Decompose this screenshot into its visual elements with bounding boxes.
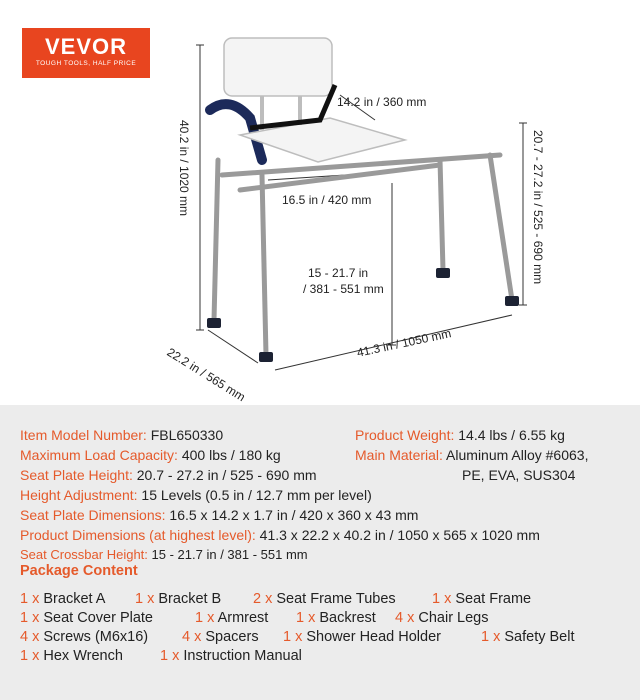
- package-item: 1 x Instruction Manual: [160, 648, 302, 664]
- package-item: 1 x Seat Frame: [432, 591, 532, 607]
- package-item: 1 x Shower Head Holder: [283, 629, 441, 645]
- spec-product-dimensions: Product Dimensions (at highest level): 41.3 x 22.2 x 40.2 in / 1050 x 565 x 1020 mm: [20, 527, 540, 543]
- dim-seat-depth: 14.2 in / 360 mm: [337, 95, 427, 109]
- dim-crossbar-2: / 381 - 551 mm: [303, 282, 384, 296]
- package-item: 1 x Armrest: [195, 610, 269, 626]
- package-item: 1 x Safety Belt: [481, 629, 575, 645]
- spec-material: Main Material: Aluminum Alloy #6063,: [355, 447, 589, 463]
- spec-model: Item Model Number: FBL650330: [20, 427, 224, 443]
- package-item: 1 x Bracket B: [135, 591, 222, 607]
- spec-adjustment: Height Adjustment: 15 Levels (0.5 in / 12.7 mm per level): [20, 487, 372, 503]
- dim-depth: 22.2 in / 565 mm: [164, 345, 248, 405]
- spec-crossbar: Seat Crossbar Height: 15 - 21.7 in / 381 - 551 mm: [20, 547, 308, 562]
- package-title: Package Content: [20, 563, 138, 579]
- package-item: 4 x Chair Legs: [395, 610, 489, 626]
- dim-length: 41.3 in / 1050 mm: [355, 326, 453, 360]
- package-item: 4 x Screws (M6x16): [20, 629, 149, 645]
- dim-seat-width: 16.5 in / 420 mm: [282, 193, 372, 207]
- package-item: 1 x Bracket A: [20, 591, 106, 607]
- spec-weight: Product Weight: 14.4 lbs / 6.55 kg: [355, 427, 565, 443]
- logo-brand: VEVOR: [44, 34, 128, 59]
- spec-material-2: PE, EVA, SUS304: [462, 467, 576, 483]
- logo-tagline: TOUGH TOOLS, HALF PRICE: [35, 60, 137, 67]
- package-item: 1 x Seat Cover Plate: [20, 610, 153, 626]
- package-item: 2 x Seat Frame Tubes: [253, 591, 396, 607]
- package-item: 1 x Hex Wrench: [20, 648, 123, 664]
- dim-right-height: 20.7 - 27.2 in / 525 - 690 mm: [531, 130, 545, 285]
- spec-load: Maximum Load Capacity: 400 lbs / 180 kg: [20, 447, 281, 463]
- spec-seat-dimensions: Seat Plate Dimensions: 16.5 x 14.2 x 1.7 in / 420 x 360 x 43 mm: [20, 507, 419, 523]
- dim-crossbar-1: 15 - 21.7 in: [308, 266, 369, 280]
- dim-height-total: 40.2 in / 1020 mm: [177, 120, 191, 217]
- package-item: 4 x Spacers: [182, 629, 259, 645]
- spec-seat-height: Seat Plate Height: 20.7 - 27.2 in / 525 - 690 mm: [20, 467, 317, 483]
- package-item: 1 x Backrest: [296, 610, 376, 626]
